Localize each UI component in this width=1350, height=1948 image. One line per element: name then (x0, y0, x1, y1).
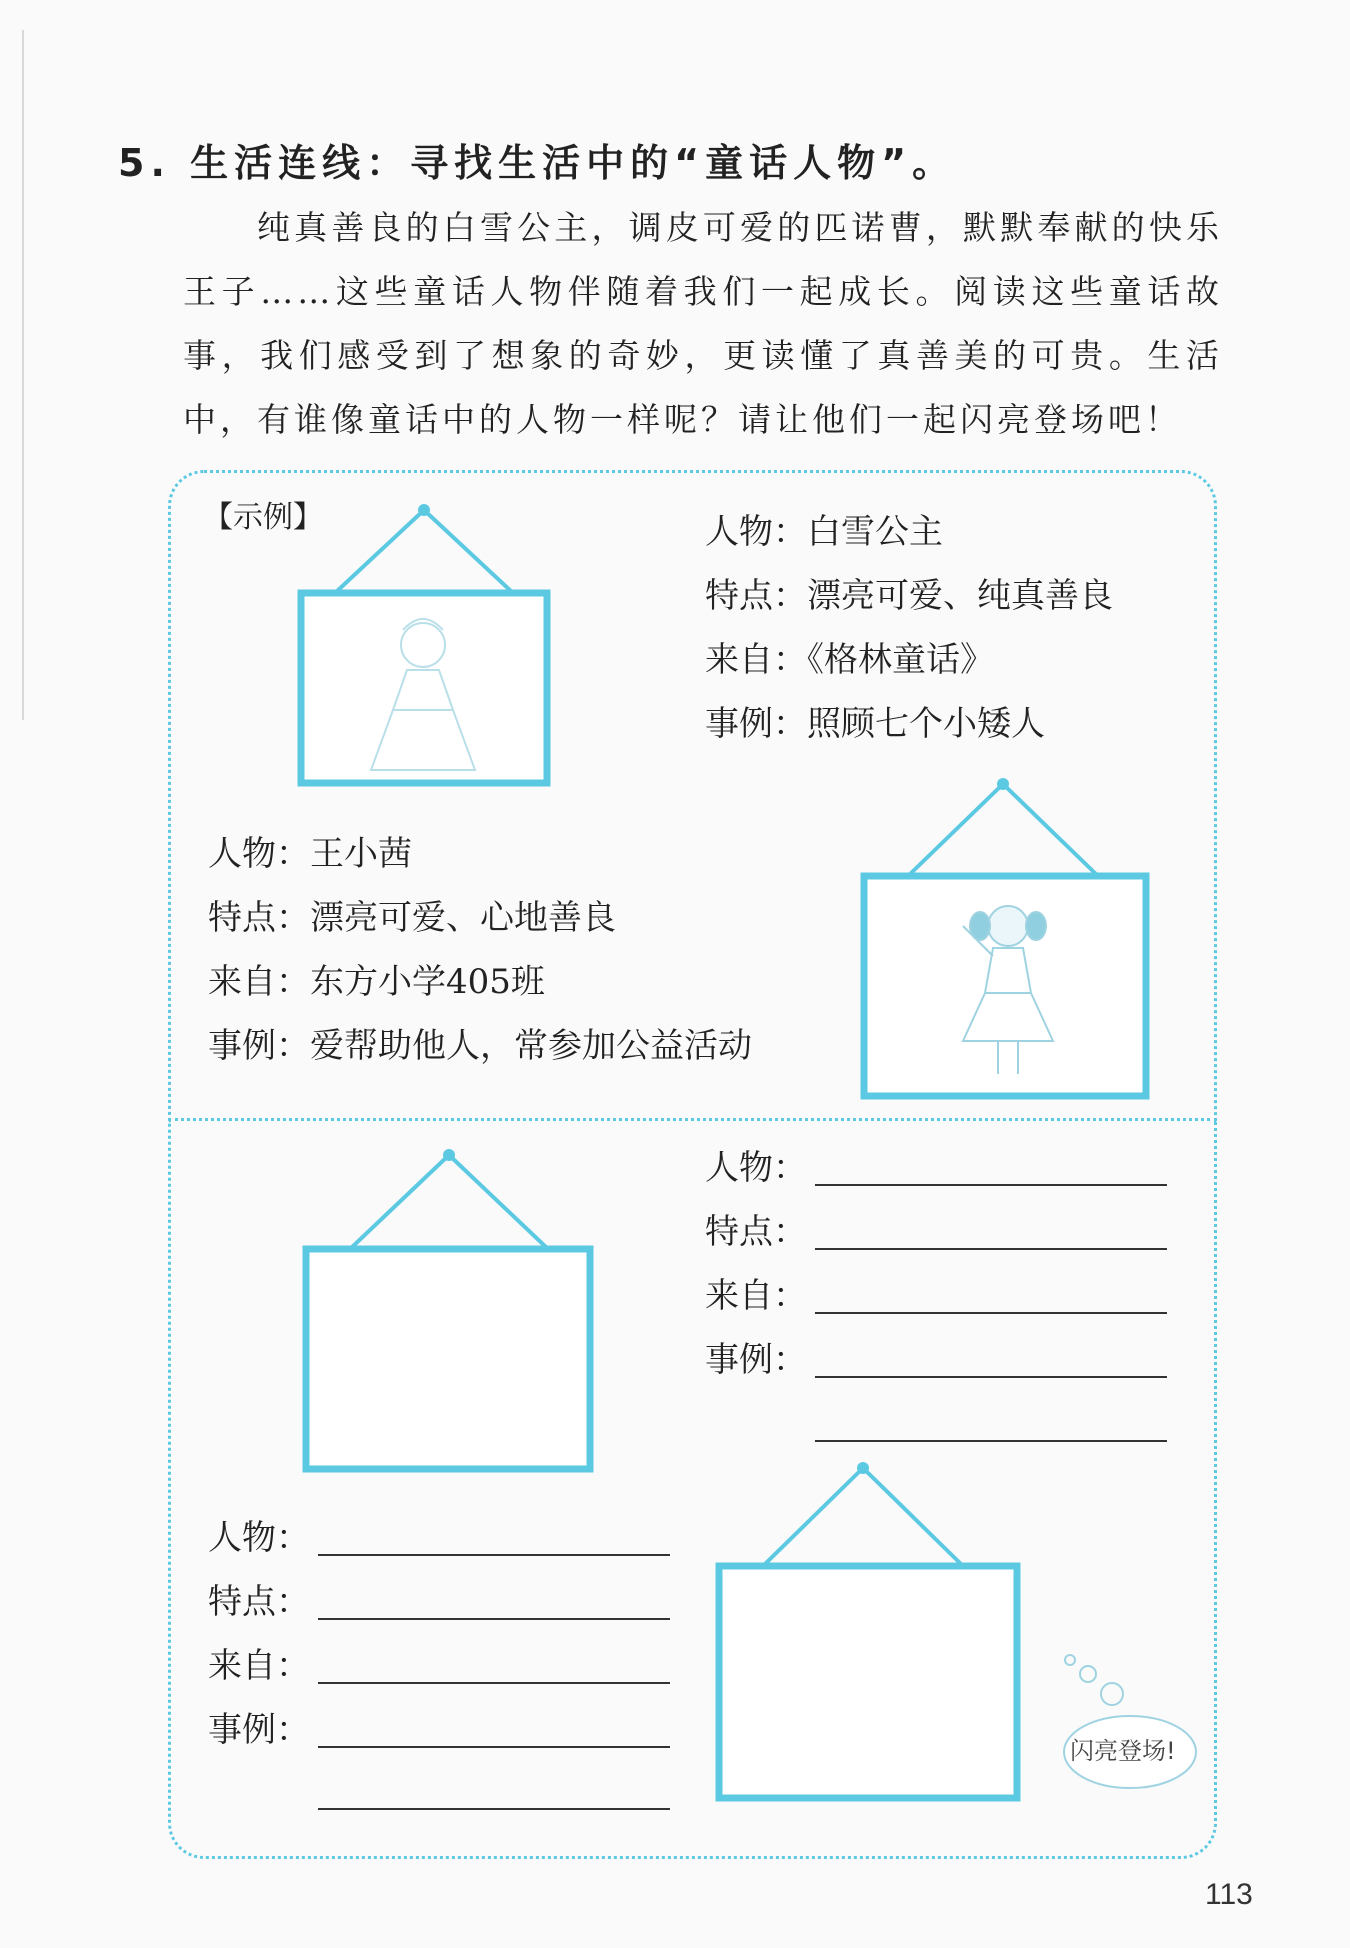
blank1-deed-line-2[interactable] (815, 1440, 1167, 1442)
example1-name: 人物：白雪公主 (705, 512, 943, 552)
example2-deed: 事例：爱帮助他人，常参加公益活动 (208, 1026, 752, 1066)
blank1-name-label: 人物： (705, 1148, 807, 1188)
blank1-name-line[interactable] (815, 1184, 1167, 1186)
example2-from: 来自：东方小学405班 (208, 962, 545, 1002)
example1-trait: 特点：漂亮可爱、纯真善良 (705, 576, 1113, 616)
blank2-name-line[interactable] (318, 1554, 670, 1556)
example2-name: 人物：王小茜 (208, 834, 412, 874)
example2-trait: 特点：漂亮可爱、心地善良 (208, 898, 616, 938)
blank2-deed-label: 事例： (208, 1710, 310, 1750)
picture-frame-girl (858, 776, 1158, 1106)
blank2-name-label: 人物： (208, 1518, 310, 1558)
picture-frame-snow-white (295, 505, 555, 795)
task-number: 5. (118, 141, 171, 185)
task-title-text: 生活连线：寻找生活中的“童话人物”。 (190, 141, 957, 185)
bubble-text: 闪亮登场! (1070, 1737, 1176, 1765)
blank1-deed-line[interactable] (815, 1376, 1167, 1378)
blank2-trait-label: 特点： (208, 1582, 310, 1622)
example-tag: 【示例】 (203, 500, 323, 535)
blank-frame-2 (713, 1460, 1023, 1810)
example1-deed: 事例：照顾七个小矮人 (705, 704, 1045, 744)
blank2-from-label: 来自： (208, 1646, 310, 1686)
task-title (118, 132, 956, 187)
blank2-deed-line-2[interactable] (318, 1808, 670, 1810)
blank1-deed-label: 事例： (705, 1340, 807, 1380)
task-intro: 纯真善良的白雪公主，调皮可爱的匹诺曹，默默奉献的快乐王子……这些童话人物伴随着我们一起成长。阅读这些童话故事，我们感受到了想象的奇妙，更读懂了真善美的可贵。生活中，有谁像童话中的人物一样呢？请让他们一起闪亮登场吧！ (183, 208, 1223, 439)
blank1-from-label: 来自： (705, 1276, 807, 1316)
page-number: 113 (1205, 1878, 1253, 1911)
thought-bubble-icon (1060, 1652, 1200, 1792)
blank-frame-1 (300, 1147, 600, 1477)
blank2-deed-line[interactable] (318, 1746, 670, 1748)
blank1-trait-label: 特点： (705, 1212, 807, 1252)
blank2-trait-line[interactable] (318, 1618, 670, 1620)
page-edge-rule (22, 30, 24, 720)
blank2-from-line[interactable] (318, 1682, 670, 1684)
example1-from: 来自：《格林童话》 (705, 640, 994, 680)
blank1-trait-line[interactable] (815, 1248, 1167, 1250)
blank1-from-line[interactable] (815, 1312, 1167, 1314)
section-divider (168, 1118, 1217, 1121)
